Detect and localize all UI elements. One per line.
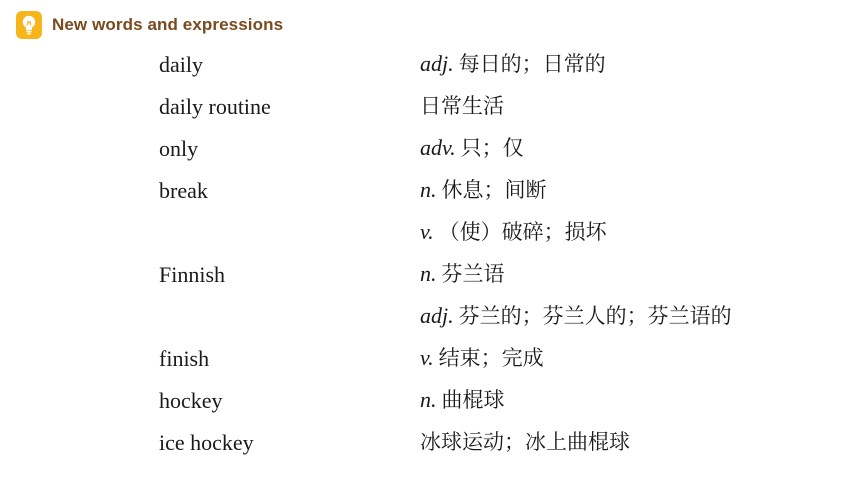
part-of-speech: v.	[420, 219, 434, 244]
lightbulb-icon	[16, 11, 42, 39]
vocab-definition	[420, 135, 524, 161]
part-of-speech: v.	[420, 345, 434, 370]
vocab-word: hockey	[159, 388, 223, 413]
part-of-speech: n.	[420, 177, 437, 202]
vocab-row	[0, 128, 860, 170]
chinese-meaning: （使）破碎；损坏	[438, 220, 607, 244]
vocab-definition	[420, 93, 504, 119]
vocab-row	[0, 170, 860, 212]
vocab-definition	[420, 429, 630, 455]
vocab-word: daily	[159, 52, 203, 77]
vocab-definition	[420, 51, 606, 77]
vocab-word: only	[159, 136, 199, 161]
section-title: New words and expressions	[52, 15, 284, 34]
vocab-word: daily routine	[159, 94, 271, 119]
chinese-meaning: 每日的；日常的	[458, 52, 606, 76]
chinese-meaning: 结束；完成	[438, 346, 544, 370]
vocab-row	[0, 338, 860, 380]
vocab-definition	[420, 219, 607, 245]
vocab-word: finish	[159, 346, 210, 371]
vocab-row	[0, 212, 860, 254]
chinese-meaning: 休息；间断	[441, 178, 547, 202]
vocab-word: break	[159, 178, 208, 203]
vocab-definition	[420, 303, 732, 329]
chinese-meaning: 冰球运动；冰上曲棍球	[420, 430, 630, 454]
vocab-row	[0, 296, 860, 338]
part-of-speech: n.	[420, 387, 437, 412]
vocab-definition	[420, 387, 505, 413]
vocab-row	[0, 254, 860, 296]
part-of-speech: adj.	[420, 51, 454, 76]
vocab-row	[0, 380, 860, 422]
vocabulary-list	[0, 44, 860, 464]
vocab-row	[0, 422, 860, 464]
part-of-speech: n.	[420, 261, 437, 286]
vocab-row	[0, 86, 860, 128]
vocab-word: Finnish	[159, 262, 226, 287]
section-header	[16, 10, 283, 40]
vocab-row	[0, 44, 860, 86]
chinese-meaning: 曲棍球	[441, 388, 505, 412]
vocab-definition	[420, 177, 547, 203]
chinese-meaning: 芬兰的；芬兰人的；芬兰语的	[458, 304, 732, 328]
chinese-meaning: 芬兰语	[441, 262, 505, 286]
vocab-definition	[420, 345, 544, 371]
vocab-word: ice hockey	[159, 430, 254, 455]
chinese-meaning: 日常生活	[420, 94, 504, 118]
vocab-definition	[420, 261, 505, 287]
chinese-meaning: 只；仅	[460, 136, 524, 160]
part-of-speech: adv.	[420, 135, 456, 160]
part-of-speech: adj.	[420, 303, 454, 328]
